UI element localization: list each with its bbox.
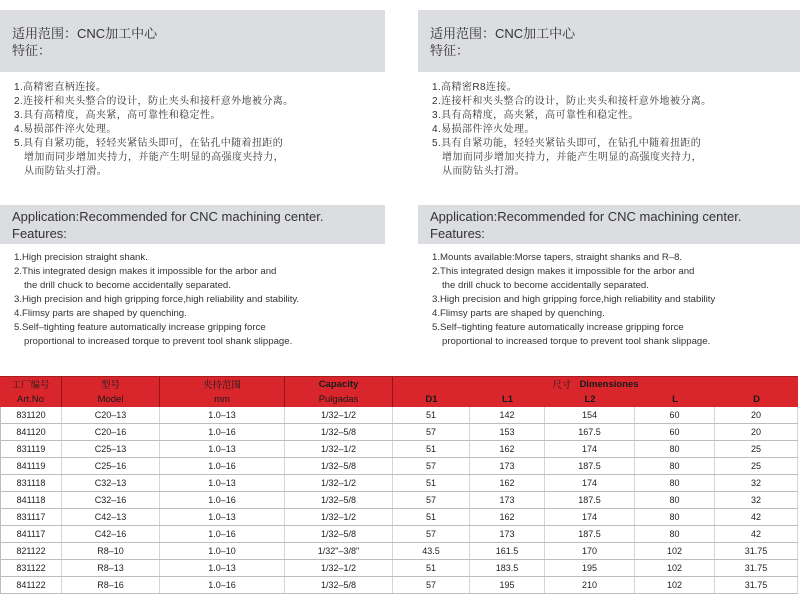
header-art-no: Art.No	[0, 391, 62, 407]
capacity-cell: 1/32–5/8	[285, 492, 393, 508]
d-cell: 25	[715, 458, 798, 474]
clamp-range-cell: 1.0–16	[160, 577, 285, 593]
capacity-cell: 1/32–5/8	[285, 458, 393, 474]
feature-line: 1.高精密直柄连接。	[14, 82, 107, 93]
feature-line: 3.具有高精度，高夹紧，高可靠性和稳定性。	[14, 110, 221, 121]
header-dimensions-group	[393, 377, 798, 391]
l1-cell: 195	[470, 577, 545, 593]
feature-item	[432, 109, 800, 123]
header-capacity: Capacity	[285, 377, 393, 391]
feature-line: 1.高精密R8连接。	[432, 82, 518, 93]
features-list-cn	[432, 81, 800, 179]
art-no-cell: 841120	[0, 424, 62, 440]
table-row	[0, 560, 798, 577]
table-row	[0, 577, 798, 594]
art-no-cell: 831120	[0, 407, 62, 423]
table-row	[0, 407, 798, 424]
l2-cell: 187.5	[545, 458, 635, 474]
features-list-en	[432, 251, 800, 349]
header-model-cn: 型号	[62, 377, 160, 391]
l1-cell: 183.5	[470, 560, 545, 576]
d1-cell: 43.5	[393, 543, 470, 559]
clamp-range-cell: 1.0–16	[160, 458, 285, 474]
feature-line: proportional to increased torque to prevent tool shank slippage.	[442, 336, 711, 347]
feature-item	[14, 123, 385, 137]
feature-item	[14, 137, 385, 179]
d1-cell: 57	[393, 577, 470, 593]
d1-cell: 51	[393, 560, 470, 576]
feature-line: 3.具有高精度，高夹紧，高可靠性和稳定性。	[432, 110, 639, 121]
feature-line: 从而防钻头打滑。	[24, 166, 108, 177]
l1-cell: 162	[470, 475, 545, 491]
header-d: D	[753, 393, 760, 405]
feature-line: 2.This integrated design makes it impossible for the arbor and	[432, 266, 695, 277]
right-panel	[418, 0, 800, 376]
d1-cell: 51	[393, 475, 470, 491]
d-cell: 20	[715, 424, 798, 440]
model-cell: C25–16	[62, 458, 160, 474]
feature-line: proportional to increased torque to prevent tool shank slippage.	[24, 336, 293, 347]
clamp-range-cell: 1.0–13	[160, 407, 285, 423]
l1-cell: 162	[470, 441, 545, 457]
table-row	[0, 441, 798, 458]
features-list-cn	[14, 81, 385, 179]
model-cell: C42–13	[62, 509, 160, 525]
header-d1: D1	[425, 393, 438, 405]
feature-line: 5.Self–tighting feature automatically increase gripping force	[14, 322, 266, 333]
clamp-range-cell: 1.0–13	[160, 560, 285, 576]
l-cell: 102	[635, 560, 715, 576]
capacity-cell: 1/32"–3/8"	[285, 543, 393, 559]
table-row	[0, 509, 798, 526]
d1-cell: 51	[393, 509, 470, 525]
l2-cell: 195	[545, 560, 635, 576]
l2-cell: 174	[545, 441, 635, 457]
left-panel	[0, 0, 385, 376]
header-clamp-range-cn: 夹持范围	[160, 377, 285, 391]
capacity-cell: 1/32–5/8	[285, 424, 393, 440]
feature-item	[14, 251, 385, 265]
capacity-cell: 1/32–1/2	[285, 441, 393, 457]
d1-cell: 57	[393, 526, 470, 542]
application-box-en	[418, 205, 800, 244]
header-pulgadas: Pulgadas	[285, 391, 393, 407]
capacity-cell: 1/32–1/2	[285, 509, 393, 525]
feature-item	[432, 265, 800, 293]
art-no-cell: 841117	[0, 526, 62, 542]
l-cell: 80	[635, 475, 715, 491]
d-cell: 31.75	[715, 577, 798, 593]
l2-cell: 174	[545, 475, 635, 491]
d-cell: 32	[715, 492, 798, 508]
l1-cell: 173	[470, 492, 545, 508]
art-no-cell: 831122	[0, 560, 62, 576]
model-cell: C20–13	[62, 407, 160, 423]
header-row-top	[0, 377, 798, 391]
table-body	[0, 407, 798, 594]
header-l1: L1	[501, 393, 514, 405]
table-row	[0, 475, 798, 492]
l1-cell: 153	[470, 424, 545, 440]
header-model: Model	[62, 391, 160, 407]
feature-line: 2.连接杆和夹头整合的设计，防止夹头和接杆意外地被分离。	[14, 96, 294, 107]
scope-box-cn	[0, 10, 385, 72]
l1-cell: 161.5	[470, 543, 545, 559]
art-no-cell: 841122	[0, 577, 62, 593]
model-cell: C32–16	[62, 492, 160, 508]
spec-table	[0, 376, 798, 594]
feature-line: 4.易损部件淬火处理。	[432, 124, 535, 135]
feature-item	[432, 95, 800, 109]
clamp-range-cell: 1.0–16	[160, 526, 285, 542]
features-title-en: Features:	[12, 226, 67, 241]
art-no-cell: 831117	[0, 509, 62, 525]
l2-cell: 210	[545, 577, 635, 593]
l-cell: 80	[635, 509, 715, 525]
table-row	[0, 424, 798, 441]
header-row-bottom	[0, 391, 798, 407]
clamp-range-cell: 1.0–16	[160, 424, 285, 440]
scope-title-cn: 适用范围：CNC加工中心	[12, 26, 158, 41]
l-cell: 80	[635, 492, 715, 508]
header-mm: mm	[160, 391, 285, 407]
capacity-cell: 1/32–5/8	[285, 577, 393, 593]
l-cell: 102	[635, 577, 715, 593]
d1-cell: 51	[393, 441, 470, 457]
l1-cell: 162	[470, 509, 545, 525]
d1-cell: 57	[393, 458, 470, 474]
feature-item	[14, 321, 385, 349]
table-header	[0, 376, 798, 407]
feature-item	[14, 265, 385, 293]
l1-cell: 142	[470, 407, 545, 423]
clamp-range-cell: 1.0–13	[160, 509, 285, 525]
header-dimensions-en: Dimensiones	[579, 378, 639, 390]
feature-line: 5.Self–tighting feature automatically increase gripping force	[432, 322, 684, 333]
header-art-no-cn: 工厂编号	[0, 377, 62, 391]
feature-line: the drill chuck to become accidentally separated.	[442, 280, 649, 291]
clamp-range-cell: 1.0–13	[160, 475, 285, 491]
model-cell: R8–10	[62, 543, 160, 559]
d-cell: 25	[715, 441, 798, 457]
d-cell: 42	[715, 526, 798, 542]
l2-cell: 174	[545, 509, 635, 525]
l-cell: 60	[635, 407, 715, 423]
application-title-en: Application:Recommended for CNC machining center.	[430, 209, 742, 224]
model-cell: C32–13	[62, 475, 160, 491]
application-box-en	[0, 205, 385, 244]
feature-item	[14, 95, 385, 109]
clamp-range-cell: 1.0–10	[160, 543, 285, 559]
feature-line: 4.Flimsy parts are shaped by quenching.	[14, 308, 187, 319]
l-cell: 80	[635, 526, 715, 542]
model-cell: R8–13	[62, 560, 160, 576]
features-title-cn: 特征：	[430, 43, 470, 58]
features-list-en	[14, 251, 385, 349]
header-dimensions-cn: 尺寸	[552, 380, 572, 391]
art-no-cell: 841119	[0, 458, 62, 474]
capacity-cell: 1/32–1/2	[285, 475, 393, 491]
d1-cell: 51	[393, 407, 470, 423]
l2-cell: 167.5	[545, 424, 635, 440]
l-cell: 80	[635, 441, 715, 457]
feature-item	[432, 307, 800, 321]
clamp-range-cell: 1.0–16	[160, 492, 285, 508]
l-cell: 102	[635, 543, 715, 559]
feature-line: the drill chuck to become accidentally separated.	[24, 280, 231, 291]
scope-title-cn: 适用范围：CNC加工中心	[430, 26, 576, 41]
l-cell: 80	[635, 458, 715, 474]
feature-item	[14, 307, 385, 321]
header-l2: L2	[584, 393, 596, 405]
features-title-en: Features:	[430, 226, 485, 241]
art-no-cell: 821122	[0, 543, 62, 559]
model-cell: R8–16	[62, 577, 160, 593]
d-cell: 42	[715, 509, 798, 525]
feature-line: 4.易损部件淬火处理。	[14, 124, 117, 135]
feature-item	[432, 321, 800, 349]
header-l: L	[672, 393, 678, 405]
feature-line: 1.Mounts available:Morse tapers, straight shanks and R–8.	[432, 252, 683, 263]
feature-line: 2.连接杆和夹头整合的设计，防止夹头和接杆意外地被分离。	[432, 96, 712, 107]
feature-item	[432, 123, 800, 137]
feature-line: 2.This integrated design makes it impossible for the arbor and	[14, 266, 277, 277]
l2-cell: 187.5	[545, 492, 635, 508]
feature-line: 5.具有自紧功能，轻轻夹紧钻头即可，在钻孔中随着扭距的	[432, 138, 702, 149]
scope-box-cn	[418, 10, 800, 72]
feature-item	[432, 293, 800, 307]
feature-line: 从而防钻头打滑。	[442, 166, 526, 177]
feature-line: 3.High precision and high gripping force,high reliability and stability	[432, 294, 716, 305]
art-no-cell: 841118	[0, 492, 62, 508]
feature-item	[14, 109, 385, 123]
model-cell: C25–13	[62, 441, 160, 457]
d-cell: 31.75	[715, 560, 798, 576]
model-cell: C20–16	[62, 424, 160, 440]
d-cell: 32	[715, 475, 798, 491]
capacity-cell: 1/32–1/2	[285, 407, 393, 423]
feature-line: 3.High precision and high gripping force,high reliability and stability.	[14, 294, 300, 305]
capacity-cell: 1/32–5/8	[285, 526, 393, 542]
d1-cell: 57	[393, 492, 470, 508]
model-cell: C42–16	[62, 526, 160, 542]
feature-line: 5.具有自紧功能，轻轻夹紧钻头即可，在钻孔中随着扭距的	[14, 138, 284, 149]
feature-item	[432, 137, 800, 179]
feature-line: 1.High precision straight shank.	[14, 252, 148, 263]
clamp-range-cell: 1.0–13	[160, 441, 285, 457]
art-no-cell: 831119	[0, 441, 62, 457]
feature-line: 增加而同步增加夹持力，并能产生明显的高强度夹持力，	[442, 152, 702, 163]
l2-cell: 154	[545, 407, 635, 423]
capacity-cell: 1/32–1/2	[285, 560, 393, 576]
art-no-cell: 831118	[0, 475, 62, 491]
feature-line: 增加而同步增加夹持力，并能产生明显的高强度夹持力，	[24, 152, 284, 163]
feature-item	[432, 251, 800, 265]
l2-cell: 187.5	[545, 526, 635, 542]
table-row	[0, 543, 798, 560]
feature-item	[432, 81, 800, 95]
features-title-cn: 特征：	[12, 43, 52, 58]
table-row	[0, 458, 798, 475]
l1-cell: 173	[470, 458, 545, 474]
d-cell: 31.75	[715, 543, 798, 559]
l2-cell: 170	[545, 543, 635, 559]
d1-cell: 57	[393, 424, 470, 440]
application-title-en: Application:Recommended for CNC machining center.	[12, 209, 324, 224]
l-cell: 60	[635, 424, 715, 440]
l1-cell: 173	[470, 526, 545, 542]
table-row	[0, 526, 798, 543]
feature-line: 4.Flimsy parts are shaped by quenching.	[432, 308, 605, 319]
d-cell: 20	[715, 407, 798, 423]
feature-item	[14, 81, 385, 95]
table-row	[0, 492, 798, 509]
feature-item	[14, 293, 385, 307]
